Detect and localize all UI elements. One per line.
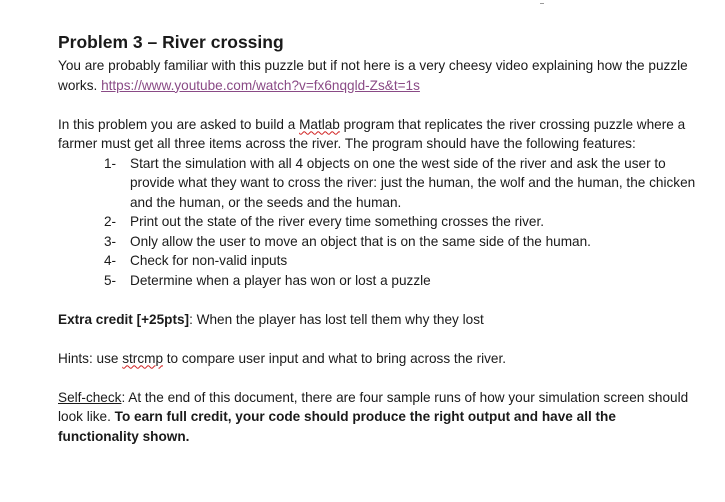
feature-text: Only allow the user to move an object that is on the same side of the human. [130, 233, 591, 249]
feature-text: Check for non-valid inputs [130, 253, 288, 268]
feature-item [104, 232, 698, 252]
intro-paragraph [58, 56, 698, 95]
self-check-label: Self-check [58, 389, 122, 405]
feature-item [104, 271, 698, 291]
feature-item [104, 212, 698, 232]
video-link[interactable]: https://www.youtube.com/watch?v=fx6nqgld-Zs&t=1s [101, 77, 420, 93]
feature-number: 1- [104, 155, 117, 171]
features-list [58, 154, 698, 291]
feature-text: Start the simulation with all 4 objects on one the west side of the river and ask the user to provide what they want to cross the river: just the human, the wolf and the human, the chicken and the human, or the seeds and the human. [130, 155, 696, 210]
hints-paragraph [58, 349, 698, 369]
spacer [58, 368, 698, 388]
feature-item [104, 251, 698, 271]
feature-text: Determine when a player has won or lost a puzzle [130, 272, 431, 288]
hints-after: to compare user input and what to bring across the river. [163, 350, 507, 366]
self-check-text: : At the end of this document, there are four sample runs of how your simulation screen should look like. [58, 389, 689, 424]
self-check-paragraph [58, 388, 698, 447]
feature-number: 5- [104, 272, 117, 288]
document-page [58, 30, 698, 446]
strcmp-word: strcmp [122, 350, 163, 366]
intro-text: You are probably familiar with this puzzle but if not here is a very cheesy video explaining how the puzzle works. [58, 58, 688, 93]
problem-title: Problem 3 – River crossing [58, 32, 284, 52]
spacer [58, 95, 698, 115]
feature-number: 2- [104, 214, 117, 229]
extra-credit-paragraph [58, 310, 698, 330]
hints-before: Hints: use [58, 350, 123, 366]
page-edge-mark [540, 0, 544, 4]
self-check-bold: To earn full credit, your code should produce the right output and have all the functionality shown. [58, 409, 616, 444]
extra-credit-label: Extra credit [+25pts] [58, 311, 190, 327]
feature-number: 3- [104, 233, 117, 249]
extra-credit-text: : When the player has lost tell them why they lost [189, 311, 484, 327]
task-text-before: In this problem you are asked to build a [58, 116, 300, 132]
task-text-after: program that replicates the river crossing puzzle where a farmer must get all three items across the river. The program should have the following features: [58, 116, 686, 151]
task-paragraph [58, 115, 698, 154]
feature-item [104, 154, 698, 213]
feature-number: 4- [104, 253, 117, 268]
matlab-word: Matlab [299, 116, 340, 132]
spacer [58, 290, 698, 310]
feature-text: Print out the state of the river every time something crosses the river. [130, 214, 545, 229]
spacer [58, 329, 698, 349]
